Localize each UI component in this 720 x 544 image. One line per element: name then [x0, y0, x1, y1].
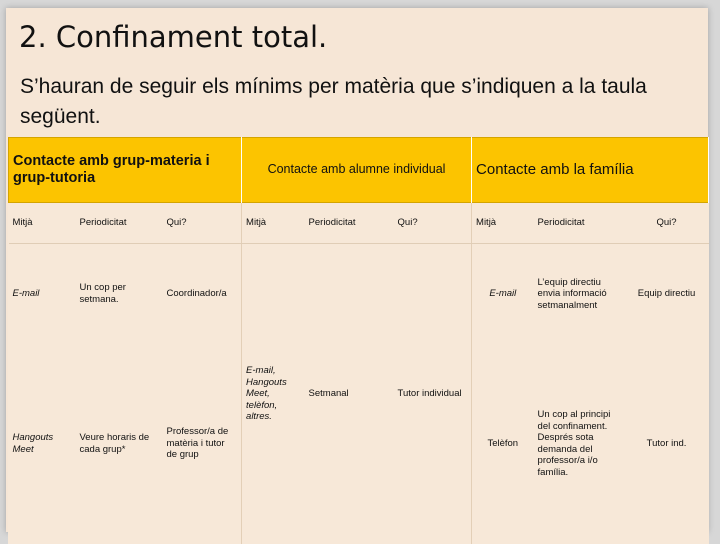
col-header-mitja-2: Mitjà: [242, 203, 305, 244]
cell-g1-weekly: Un cop per setmana.: [79, 282, 126, 305]
cell-g3-board: Equip directiu: [637, 288, 696, 299]
cell-g3-email: E-mail: [472, 244, 534, 344]
col-header-mitja-1: Mitjà: [9, 203, 76, 244]
cell-g3-start: Un cop al principi del confinament. Després sota demanda del professor/a i/o família.: [537, 409, 611, 478]
cell-g2-media: E-mail, Hangouts Meet, telèfon, altres.: [242, 244, 305, 544]
contact-table: [8, 137, 709, 544]
col-header-periodicitat-1: Periodicitat: [76, 203, 163, 244]
col-header-qui-1: Qui?: [163, 203, 242, 244]
cell-g2-who: Tutor individual: [397, 388, 462, 399]
cell-g3-phone: Telèfon: [472, 344, 534, 544]
cell-g1-schedule: Veure horaris de cada grup*: [79, 432, 150, 455]
slide-title: 2. Confinament total.: [19, 20, 328, 54]
cell-g3-tutor: Tutor ind.: [646, 437, 687, 449]
group-header-row: [9, 138, 709, 203]
table-row: [9, 244, 709, 344]
group-header-grup-materia: Contacte amb grup-materia i grup-tutoria: [9, 138, 242, 203]
col-header-qui-3: Qui?: [625, 203, 709, 244]
cell-g1-teacher: Professor/a de matèria i tutor de grup: [166, 426, 229, 461]
col-header-mitja-3: Mitjà: [472, 203, 534, 244]
column-header-row: [9, 203, 709, 244]
group-header-alumne: Contacte amb alumne individual: [242, 138, 472, 203]
cell-g1-coordinator: Coordinador/a: [166, 288, 227, 299]
slide-subtitle: S’hauran de seguir els mínims per matèria que s’indiquen a la taula següent.: [20, 75, 647, 128]
cell-g1-email: E-mail: [12, 288, 40, 299]
group-header-familia: Contacte amb la família: [472, 138, 709, 203]
cell-g3-weekly-info: L’equip directiu envia informació setmanalment: [537, 276, 607, 311]
col-header-qui-2: Qui?: [394, 203, 472, 244]
cell-g1-meet: Hangouts Meet: [12, 432, 54, 455]
col-header-periodicitat-3: Periodicitat: [534, 203, 625, 244]
cell-g2-period: Setmanal: [308, 388, 349, 399]
col-header-periodicitat-2: Periodicitat: [305, 203, 394, 244]
